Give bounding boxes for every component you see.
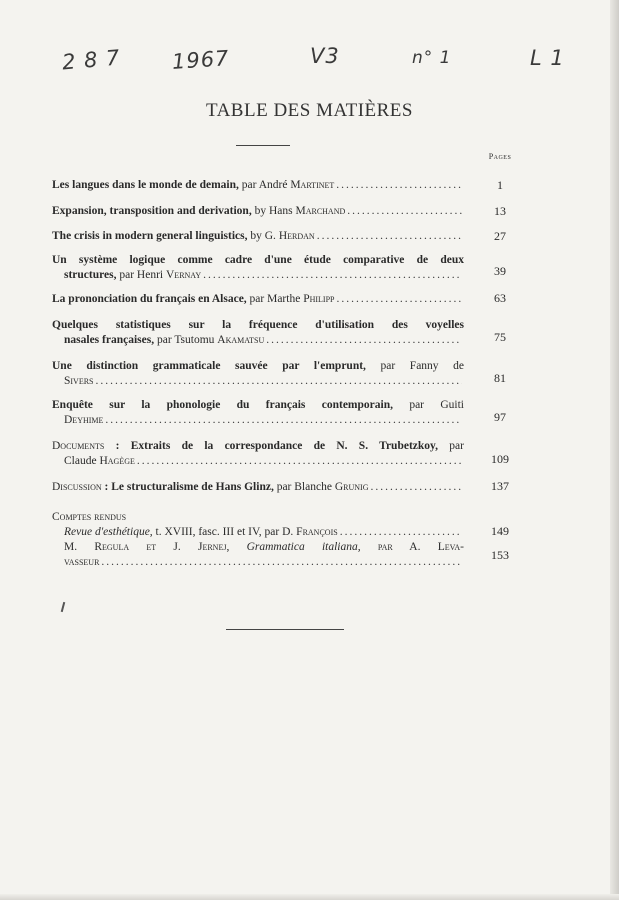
entry-author: Deyhime: [64, 414, 104, 426]
review-title: Grammatica italiana,: [229, 541, 361, 553]
bottom-rule: [226, 629, 344, 630]
toc-entry: [52, 178, 464, 193]
entry-author-prefix: by G.: [247, 230, 279, 242]
review-details: t. XVIII, fasc. III et IV, par D.: [152, 526, 297, 538]
review-reviewer: par A. Leva-: [360, 541, 464, 553]
dot-leader: [317, 229, 462, 244]
entry-author: Philipp: [303, 293, 335, 305]
entry-author: Herdan: [278, 230, 315, 242]
review-entry: [64, 525, 464, 540]
dot-leader: [137, 454, 462, 469]
review-author: François: [296, 526, 338, 538]
entry-author-prefix: par Henri: [116, 269, 166, 281]
pencil-mark: [61, 602, 66, 612]
page-number: 75: [494, 330, 506, 344]
entry-title: The crisis in modern general linguistics,: [52, 230, 248, 242]
entry-title: Expansion, transposition and derivation,: [52, 205, 252, 217]
entry-title: Une distinction grammaticale sauvée par l'emprunt,: [52, 360, 366, 372]
toc-entry: [52, 292, 464, 307]
page-number: 109: [491, 452, 509, 466]
review-authors: M. Regula et J. Jernej,: [64, 541, 230, 553]
dot-leader: [96, 374, 462, 389]
entry-author: Grunig: [334, 481, 369, 493]
entry-title-line: Quelques statistiques sur la fréquence d'utilisation des voyelles: [52, 319, 464, 331]
toc-entry: [52, 398, 464, 428]
comptes-rendus-heading: Comptes rendus: [52, 511, 127, 523]
toc-entry: [52, 359, 464, 389]
entry-author: Hagège: [99, 455, 135, 467]
entry-author: Akamatsu: [217, 334, 265, 346]
scan-edge-right: [610, 0, 619, 900]
entry-title: : Le structuralisme de Hans Glinz,: [101, 481, 274, 493]
entry-author-prefix: par Guiti: [392, 399, 464, 411]
page-number: 63: [494, 291, 506, 305]
handwritten-number: 2 8 7: [61, 45, 122, 75]
page-number: 153: [491, 548, 509, 562]
review-title: Revue d'esthétique,: [64, 526, 153, 538]
entry-author-prefix: par Marthe: [246, 293, 304, 305]
entry-title: Les langues dans le monde de demain,: [52, 179, 239, 191]
page-number: 1: [497, 178, 503, 192]
entry-author-first: Claude: [64, 455, 100, 467]
page-number: 137: [491, 479, 509, 493]
entry-title-line: Un système logique comme cadre d'une étude comparative de deux: [52, 254, 464, 266]
dot-leader: [101, 555, 462, 570]
entry-author-prefix: par André: [238, 179, 291, 191]
dot-leader: [340, 525, 462, 540]
entry-author: Marchand: [295, 205, 346, 217]
entry-section-label: Discussion: [52, 481, 102, 493]
entry-author-prefix: par Blanche: [273, 481, 335, 493]
page-number: 27: [494, 229, 506, 243]
toc-entry: [52, 439, 464, 469]
page-number: 81: [494, 371, 506, 385]
dot-leader: [266, 333, 462, 348]
dot-leader: [105, 413, 462, 428]
dot-leader: [337, 292, 463, 307]
toc-entry: [52, 253, 464, 283]
toc-entry: [52, 204, 464, 219]
toc-entry: [52, 229, 464, 244]
page-number: 39: [494, 264, 506, 278]
entry-title: : Extraits de la correspondance de N. S. Trubetzkoy,: [104, 440, 439, 452]
dot-leader: [336, 178, 462, 193]
toc-entry: [52, 480, 464, 495]
entry-title: Enquête sur la phonologie du français contemporain,: [52, 399, 393, 411]
entry-author-prefix: by Hans: [251, 205, 296, 217]
entry-title: La prononciation du français en Alsace,: [52, 293, 247, 305]
toc-entry: [52, 318, 464, 348]
review-reviewer-cont: vasseur: [64, 556, 100, 568]
pages-column-header: Pages: [488, 152, 512, 161]
handwritten-year: 1967: [171, 46, 231, 74]
entry-author-prefix: par Fanny de: [365, 360, 464, 372]
page-title: TABLE DES MATIÈRES: [206, 100, 413, 121]
entry-title: nasales françaises,: [64, 334, 155, 346]
entry-author: Vernay: [166, 269, 202, 281]
dot-leader: [347, 204, 462, 219]
entry-author: Sivers: [64, 375, 94, 387]
page-number: 149: [491, 524, 509, 538]
handwritten-issue: n° 1: [412, 48, 452, 68]
entry-section-label: Documents: [52, 440, 105, 452]
page-number: 97: [494, 410, 506, 424]
handwritten-code: L 1: [530, 46, 565, 70]
handwritten-volume: V3: [310, 44, 340, 68]
dot-leader: [370, 480, 462, 495]
entry-author-prefix: par Tsutomu: [154, 334, 218, 346]
review-entry: [64, 540, 464, 570]
entry-author-prefix: par: [438, 440, 464, 452]
title-rule: [236, 145, 290, 146]
entry-title: structures,: [64, 269, 117, 281]
dot-leader: [203, 268, 462, 283]
entry-author: Martinet: [290, 179, 335, 191]
page-number: 13: [494, 204, 506, 218]
scan-edge-bottom: [0, 894, 619, 900]
